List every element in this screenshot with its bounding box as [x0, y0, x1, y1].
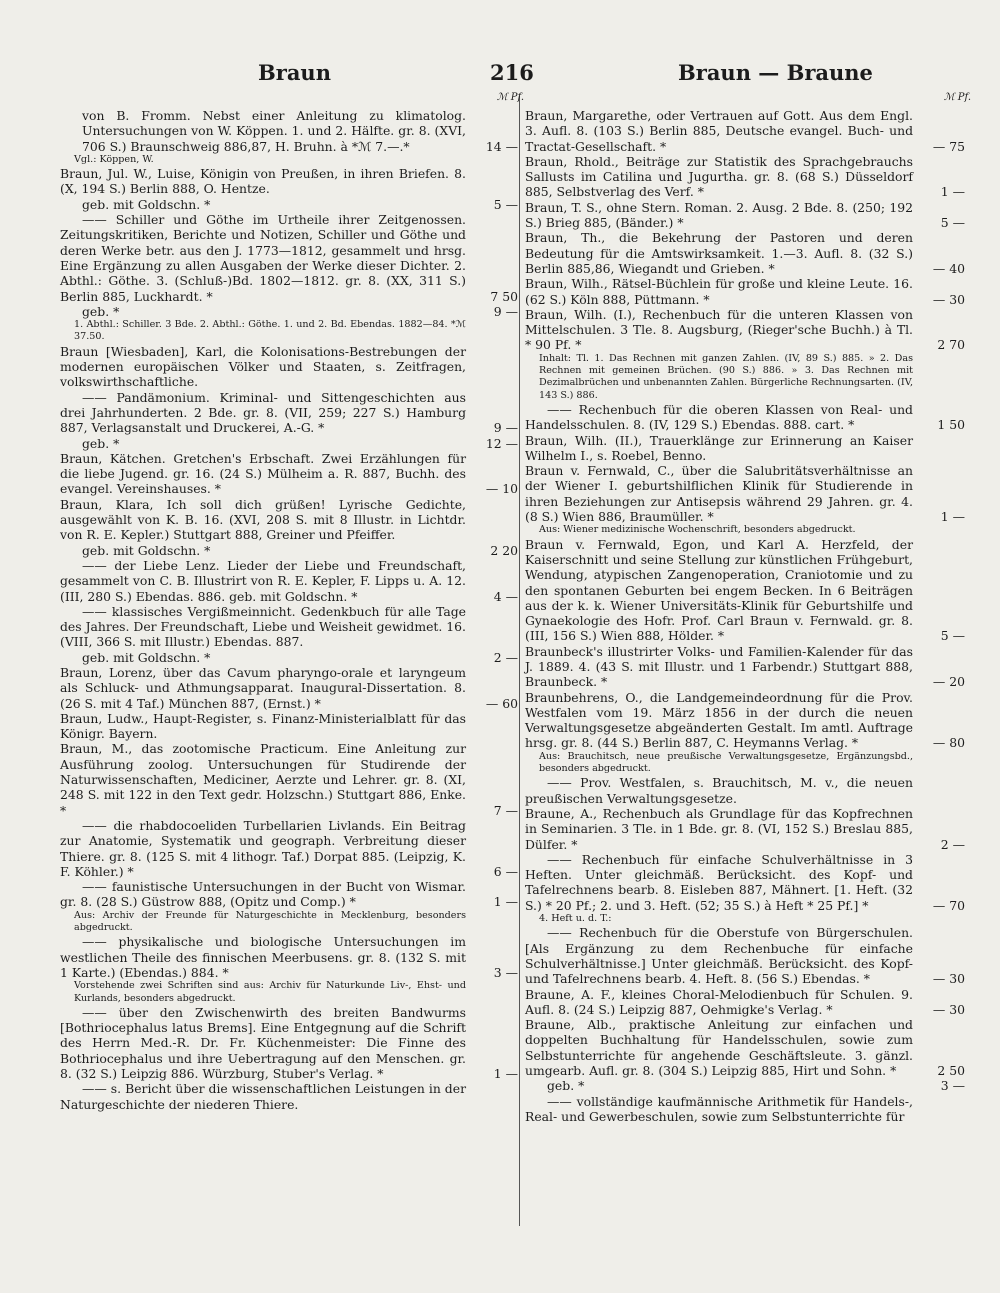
entry-text: Braun, Klara, Ich soll dich grüßen! Lyrische Gedichte, ausgewählt von K. B. 16. (XVI, 208 S. mit 8 Illustr. in Lichtdr. von R. E. Kepler.) Stuttgart 888, Greiner und Pfeiffer. — [60, 496, 466, 543]
entry-text: —— Pandämonium. Kriminal- und Sittengeschichten aus drei Jahrhunderten. 2 Bde. gr. 8. (VII, 259; 227 S.) Hamburg 887, Verlagsanstalt und Druckerei, A.-G. * — [60, 389, 466, 436]
entry-text: Aus: Brauchitsch, neue preußische Verwaltungsgesetze, Ergänzungsbd., besonders abgedruckt. — [539, 750, 913, 775]
column-divider — [519, 96, 520, 1226]
entry-text: Braune, Alb., praktische Anleitung zur einfachen und doppelten Buchhaltung für Handelsschulen, sowie zum Selbstunterrichte für angehende Geschäftsleute. 3. gänzl. umgearb. Aufl. gr. 8. (304 S.) Leipzig 885, Hirt und Sohn. * — [525, 1017, 913, 1078]
catalog-entry — [525, 775, 965, 806]
entry-price: 2 20 — [490, 542, 518, 558]
entry-text: —— vollständige kaufmännische Arithmetik für Handels-, Real- und Gewerbeschulen, sowie zum Selbstunterrichte für — [525, 1093, 913, 1124]
entry-price: 5 — — [940, 215, 965, 231]
entry-price: 4 — — [493, 588, 518, 604]
catalog-note — [60, 910, 518, 935]
entry-text: Braun, Wilh. (II.), Trauerklänge zur Erinnerung an Kaiser Wilhelm I., s. Roebel, Benno. — [525, 432, 913, 463]
catalog-entry — [525, 852, 965, 913]
entry-text: Braun, Wilh., Rätsel-Büchlein für große und kleine Leute. 16. (62 S.) Köln 888, Püttmann. * — [525, 276, 913, 307]
entry-text: —— physikalische und biologische Untersuchungen im westlichen Theile des finnischen Meerbusens. gr. 8. (132 S. mit 1 Karte.) (Ebendas.) 884. * — [60, 934, 466, 980]
entry-price: 2 — — [493, 649, 518, 665]
catalog-entry — [60, 558, 518, 604]
entry-text: Braun, M., das zootomische Practicum. Eine Anleitung zur Ausführung zoolog. Untersuchungen für Studirende der Naturwissenschaften, Mediciner, Aerzte und Lehrer. gr. 8. (XI, 248 S. mit 122 in den Text gedr. Holzschn.) Stuttgart 886, Enke. * — [60, 741, 466, 818]
catalog-entry — [60, 879, 518, 910]
entry-text: Braunbeck's illustrirter Volks- und Familien-Kalender für das J. 1889. 4. (43 S. mit Illustr. und 1 Farbendr.) Stuttgart 888, Braunbeck. * — [525, 643, 913, 690]
catalog-entry — [60, 934, 518, 980]
entry-price: 1 — — [940, 184, 965, 200]
entry-text: Braun, Jul. W., Luise, Königin von Preußen, in ihren Briefen. 8. (X, 194 S.) Berlin 888, O. Hentze. — [60, 166, 466, 197]
entry-text: —— über den Zwischenwirth des breiten Bandwurms [Bothriocephalus latus Brems]. Eine Entgegnung auf die Schrift des Herrn Med.-R. Dr. Fr. Küchenmeister: Die Finne des Bothriocephalus und ihre Uebertragung auf den Menschen. gr. 8. (32 S.) Leipzig 886. Würzburg, Stuber's Verlag. * — [60, 1004, 466, 1081]
catalog-entry — [525, 644, 965, 690]
catalog-entry — [525, 154, 965, 200]
catalog-entry — [60, 166, 518, 197]
entry-price: 9 — — [493, 420, 518, 436]
catalog-entry — [60, 304, 518, 319]
catalog-note — [525, 524, 965, 536]
entry-price: 5 — — [940, 628, 965, 644]
entry-price: — 70 — [932, 897, 965, 913]
catalog-entry — [60, 451, 518, 497]
catalog-entry — [525, 463, 965, 524]
entry-text: —— Rechenbuch für die Oberstufe von Bürgerschulen. [Als Ergänzung zu dem Rechenbuche für einfache Schulverhältnisse.] Unter gleichmäß. Berücksicht. des Kopf- und Tafelrechnens bearb. 4. Heft. 8. (56 S.) Ebendas. * — [525, 925, 913, 987]
entry-text: geb. * — [82, 435, 120, 451]
running-head-right: Braun — Braune — [678, 60, 873, 85]
entry-text: von B. Fromm. Nebst einer Anleitung zu klimatolog. Untersuchungen von W. Köppen. 1. und 2. Hälfte. gr. 8. (XVI, 706 S.) Braunschweig 886,87, H. Bruhn. à *ℳ 7.—.* — [82, 108, 466, 154]
catalog-entry — [525, 537, 965, 644]
entry-price: — 30 — [932, 291, 965, 307]
entry-price: — 30 — [932, 971, 965, 987]
entry-text: Vgl.: Köppen, W. — [74, 153, 154, 165]
entry-price: 9 — — [493, 303, 518, 319]
entry-price: 7 — — [493, 802, 518, 818]
entry-text: —— Rechenbuch für die oberen Klassen von Real- und Handelsschulen. 8. (IV, 129 S.) Ebendas. 888. cart. * — [525, 401, 913, 433]
entry-price: — 40 — [932, 260, 965, 276]
catalog-entry — [525, 402, 965, 433]
catalog-entry — [525, 690, 965, 751]
entry-text: Braun, Wilh. (I.), Rechenbuch für die unteren Klassen von Mittelschulen. 3 Tle. 8. Augsburg, (Rieger'sche Buchh.) à Tl. * 90 Pf. * — [525, 306, 913, 353]
entry-text: —— Schiller und Göthe im Urtheile ihrer Zeitgenossen. Zeitungskritiken, Berichte und Notizen, Schiller und Göthe und deren Werke betr. aus den J. 1773—1812, gesammelt und hrsg. Eine Ergänzung zu allen Ausgaben der Werke dieser Dichter. 2. Abthl.: Göthe. 3. (Schluß-)Bd. 1802—1812. gr. 8. (XX, 311 S.) Berlin 885, Luckhardt. * — [60, 212, 466, 304]
catalog-entry — [60, 197, 518, 212]
page-header — [0, 60, 1000, 90]
catalog-note — [60, 319, 518, 344]
entry-price: 2 50 — [937, 1063, 965, 1078]
catalog-entry — [525, 200, 965, 231]
running-head-left: Braun — [258, 60, 331, 85]
left-entries — [60, 108, 518, 1112]
entry-text: geb. * — [547, 1078, 585, 1094]
catalog-entry — [60, 543, 518, 558]
entry-text: Braun [Wiesbaden], Karl, die Kolonisations-Bestrebungen der modernen europäischen Völker und Staaten, s. Zeitfragen, volkswirthschaftliche. — [60, 343, 466, 390]
page-number: 216 — [490, 60, 534, 85]
catalog-entry — [60, 212, 518, 304]
catalog-entry — [525, 1094, 965, 1125]
entry-text: Braunbehrens, O., die Landgemeindeordnung für die Prov. Westfalen vom 19. März 1856 in der durch die neuen Verwaltungsgesetze abgeänderten Gestalt. Im amtl. Auftrage hrsg. gr. 8. (44 S.) Berlin 887, C. Heymanns Verlag. * — [525, 689, 913, 751]
catalog-entry — [60, 741, 518, 817]
entry-text: Braun v. Fernwald, C., über die Salubritätsverhältnisse an der Wiener I. geburtshilflichen Klinik für Studierende in ihren Beziehungen zur Antisepsis während 29 Jahren. gr. 4. (8 S.) Wien 886, Braumüller. * — [525, 463, 913, 525]
catalog-entry — [525, 230, 965, 276]
catalog-entry — [60, 108, 518, 154]
entry-price: 1 — — [940, 509, 965, 525]
catalog-entry — [525, 108, 965, 154]
entry-text: —— Rechenbuch für einfache Schulverhältnisse in 3 Heften. Unter gleichmäß. Berücksicht. des Kopf- und Tafelrechnens bearb. 8. Eisleben 887, Mähnert. [1. Heft. (32 S.) * 20 Pf.; 2. und 3. Heft. (52; 35 S.) à Heft * 25 Pf.] * — [525, 851, 913, 913]
entry-text: —— klassisches Vergißmeinnicht. Gedenkbuch für alle Tage des Jahres. Der Freundschaft, Liebe und Weisheit gewidmet. 16. (VIII, 366 S. mit Illustr.) Ebendas. 887. — [60, 603, 466, 650]
entry-price: 3 — — [940, 1078, 965, 1094]
entry-text: —— faunistische Untersuchungen in der Bucht von Wismar. gr. 8. (28 S.) Güstrow 888, (Opitz und Comp.) * — [60, 879, 466, 910]
entry-price: 3 — — [493, 964, 518, 980]
entry-price: 5 — — [493, 196, 518, 212]
entry-text: Braun v. Fernwald, Egon, und Karl A. Herzfeld, der Kaiserschnitt und seine Stellung zur künstlichen Frühgeburt, Wendung, atypischen Zangenoperation, Craniotomie und zu den spontanen Geburten bei engem Becken. In 6 Beiträgen aus der k. k. Wiener Universitäts-Klinik für Geburtshilfe und Gynaekologie des Hofr. Prof. Carl Braun v. Fernwald. gr. 8. (III, 156 S.) Wien 888, Hölder. * — [525, 536, 913, 644]
left-column — [60, 92, 524, 1112]
catalog-entry — [525, 806, 965, 852]
catalog-entry — [60, 390, 518, 436]
right-entries — [525, 108, 965, 1124]
catalog-note — [60, 980, 518, 1005]
entry-text: 1. Abthl.: Schiller. 3 Bde. 2. Abthl.: Göthe. 1. und 2. Bd. Ebendas. 1882—84. *ℳ 37.50. — [74, 319, 466, 343]
right-column — [525, 92, 971, 1124]
entry-text: geb. mit Goldschn. * — [82, 542, 211, 558]
entry-text: Vorstehende zwei Schriften sind aus: Archiv für Naturkunde Liv-, Ehst- und Kurlands, besonders abgedruckt. — [74, 980, 466, 1004]
entry-price: — 30 — [932, 1001, 965, 1017]
catalog-entry — [60, 665, 518, 711]
catalog-entry — [60, 711, 518, 742]
catalog-note — [525, 913, 965, 925]
entry-price: 12 — — [485, 435, 518, 451]
entry-text: Aus: Wiener medizinische Wochenschrift, besonders abgedruckt. — [539, 524, 856, 536]
entry-price: 14 — — [485, 138, 518, 154]
entry-text: Braune, A. F., kleines Choral-Melodienbuch für Schulen. 9. Aufl. 8. (24 S.) Leipzig 887, Oehmigke's Verlag. * — [525, 986, 913, 1017]
entry-text: 4. Heft u. d. T.: — [539, 913, 612, 925]
entry-text: —— der Liebe Lenz. Lieder der Liebe und Freundschaft, gesammelt von C. B. Illustrirt von R. E. Kepler, F. Lipps u. A. 12. (III, 280 S.) Ebendas. 886. geb. mit Goldschn. * — [60, 557, 466, 604]
catalog-note — [525, 751, 965, 776]
entry-price: 1 50 — [937, 417, 965, 433]
entry-price: 1 — — [493, 1066, 518, 1081]
entry-text: Inhalt: Tl. 1. Das Rechnen mit ganzen Zahlen. (IV, 89 S.) 885. » 2. Das Rechnen mit gemeinen Brüchen. (90 S.) 886. » 3. Das Rechnen mit Dezimalbrüchen und unbenannten Zahlen. Bürgerliche Rechnungsarten. (IV, 143 S.) 886. — [539, 352, 913, 401]
entry-text: Braun, Ludw., Haupt-Register, s. Finanz-Ministerialblatt für das Königr. Bayern. — [60, 710, 466, 742]
entry-text: —— die rhabdocoeliden Turbellarien Livlands. Ein Beitrag zur Anatomie, Systematik und geograph. Verbreitung dieser Thiere. gr. 8. (125 S. mit 4 lithogr. Taf.) Dorpat 885. (Leipzig, K. F. Köhler.) * — [60, 817, 466, 879]
catalog-entry — [60, 344, 518, 390]
entry-text: Braun, Margarethe, oder Vertrauen auf Gott. Aus dem Engl. 3. Aufl. 8. (103 S.) Berlin 885, Deutsche evangel. Buch- und Tractat-Gesellschaft. * — [525, 108, 913, 154]
price-unit-header: ℳ Pf. — [496, 92, 524, 103]
catalog-entry — [525, 925, 965, 986]
entry-text: —— Prov. Westfalen, s. Brauchitsch, M. v., die neuen preußischen Verwaltungsgesetze. — [525, 775, 913, 806]
entry-text: Braun, Kätchen. Gretchen's Erbschaft. Zwei Erzählungen für die liebe Jugend. gr. 16. (24 S.) Mülheim a. R. 887, Buchh. des evangel. Vereinshauses. * — [60, 450, 466, 497]
catalog-entry — [525, 433, 965, 464]
catalog-entry — [60, 604, 518, 650]
price-unit-header: ℳ Pf. — [943, 92, 971, 103]
entry-text: geb. mit Goldschn. * — [82, 649, 211, 665]
catalog-entry — [525, 276, 965, 307]
catalog-entry — [525, 307, 965, 353]
catalog-entry — [60, 1005, 518, 1081]
entry-text: Braun, Lorenz, über das Cavum pharyngo-orale et laryngeum als Schluck- und Athmungsapparat. Inaugural-Dissertation. 8. (26 S. mit 4 Taf.) München 887, (Ernst.) * — [60, 664, 466, 711]
catalog-note — [525, 353, 965, 402]
entry-text: Braun, Rhold., Beiträge zur Statistik des Sprachgebrauchs Sallusts im Catilina und Jugurtha. gr. 8. (68 S.) Düsseldorf 885, Selbstverlag des Verf. * — [525, 153, 913, 200]
entry-price: 2 — — [940, 836, 965, 852]
entry-text: —— s. Bericht über die wissenschaftlichen Leistungen in der Naturgeschichte der niederen Thiere. — [60, 1081, 466, 1112]
catalog-entry — [60, 650, 518, 665]
entry-price: 2 70 — [937, 337, 965, 353]
entry-price: — 10 — [485, 481, 518, 497]
entry-price: — 75 — [932, 138, 965, 154]
catalog-entry — [60, 436, 518, 451]
entry-text: geb. * — [82, 303, 120, 319]
entry-price: — 60 — [485, 695, 518, 711]
catalog-entry — [525, 987, 965, 1018]
entry-text: geb. mit Goldschn. * — [82, 196, 211, 212]
catalog-entry — [525, 1017, 965, 1078]
catalog-entry — [525, 1078, 965, 1093]
entry-text: Braun, Th., die Bekehrung der Pastoren und deren Bedeutung für die Amtswirksamkeit. 1.—3. Aufl. 8. (32 S.) Berlin 885,86, Wiegandt und Grieben. * — [525, 230, 913, 276]
entry-price: — 80 — [932, 735, 965, 751]
entry-price: — 20 — [932, 674, 965, 690]
entry-price: 6 — — [493, 863, 518, 879]
catalog-entry — [60, 818, 518, 879]
catalog-entry — [60, 1081, 518, 1112]
catalog-entry — [60, 497, 518, 543]
entry-price: 7 50 — [490, 288, 518, 304]
catalog-note — [60, 154, 518, 166]
entry-text: Aus: Archiv der Freunde für Naturgeschichte in Mecklenburg, besonders abgedruckt. — [74, 909, 466, 934]
entry-text: Braune, A., Rechenbuch als Grundlage für das Kopfrechnen in Seminarien. 3 Tle. in 1 Bde. gr. 8. (VI, 152 S.) Breslau 885, Dülfer. * — [525, 805, 913, 852]
entry-text: Braun, T. S., ohne Stern. Roman. 2. Ausg. 2 Bde. 8. (250; 192 S.) Brieg 885, (Bänder.) * — [525, 199, 913, 231]
entry-price: 1 — — [493, 894, 518, 910]
